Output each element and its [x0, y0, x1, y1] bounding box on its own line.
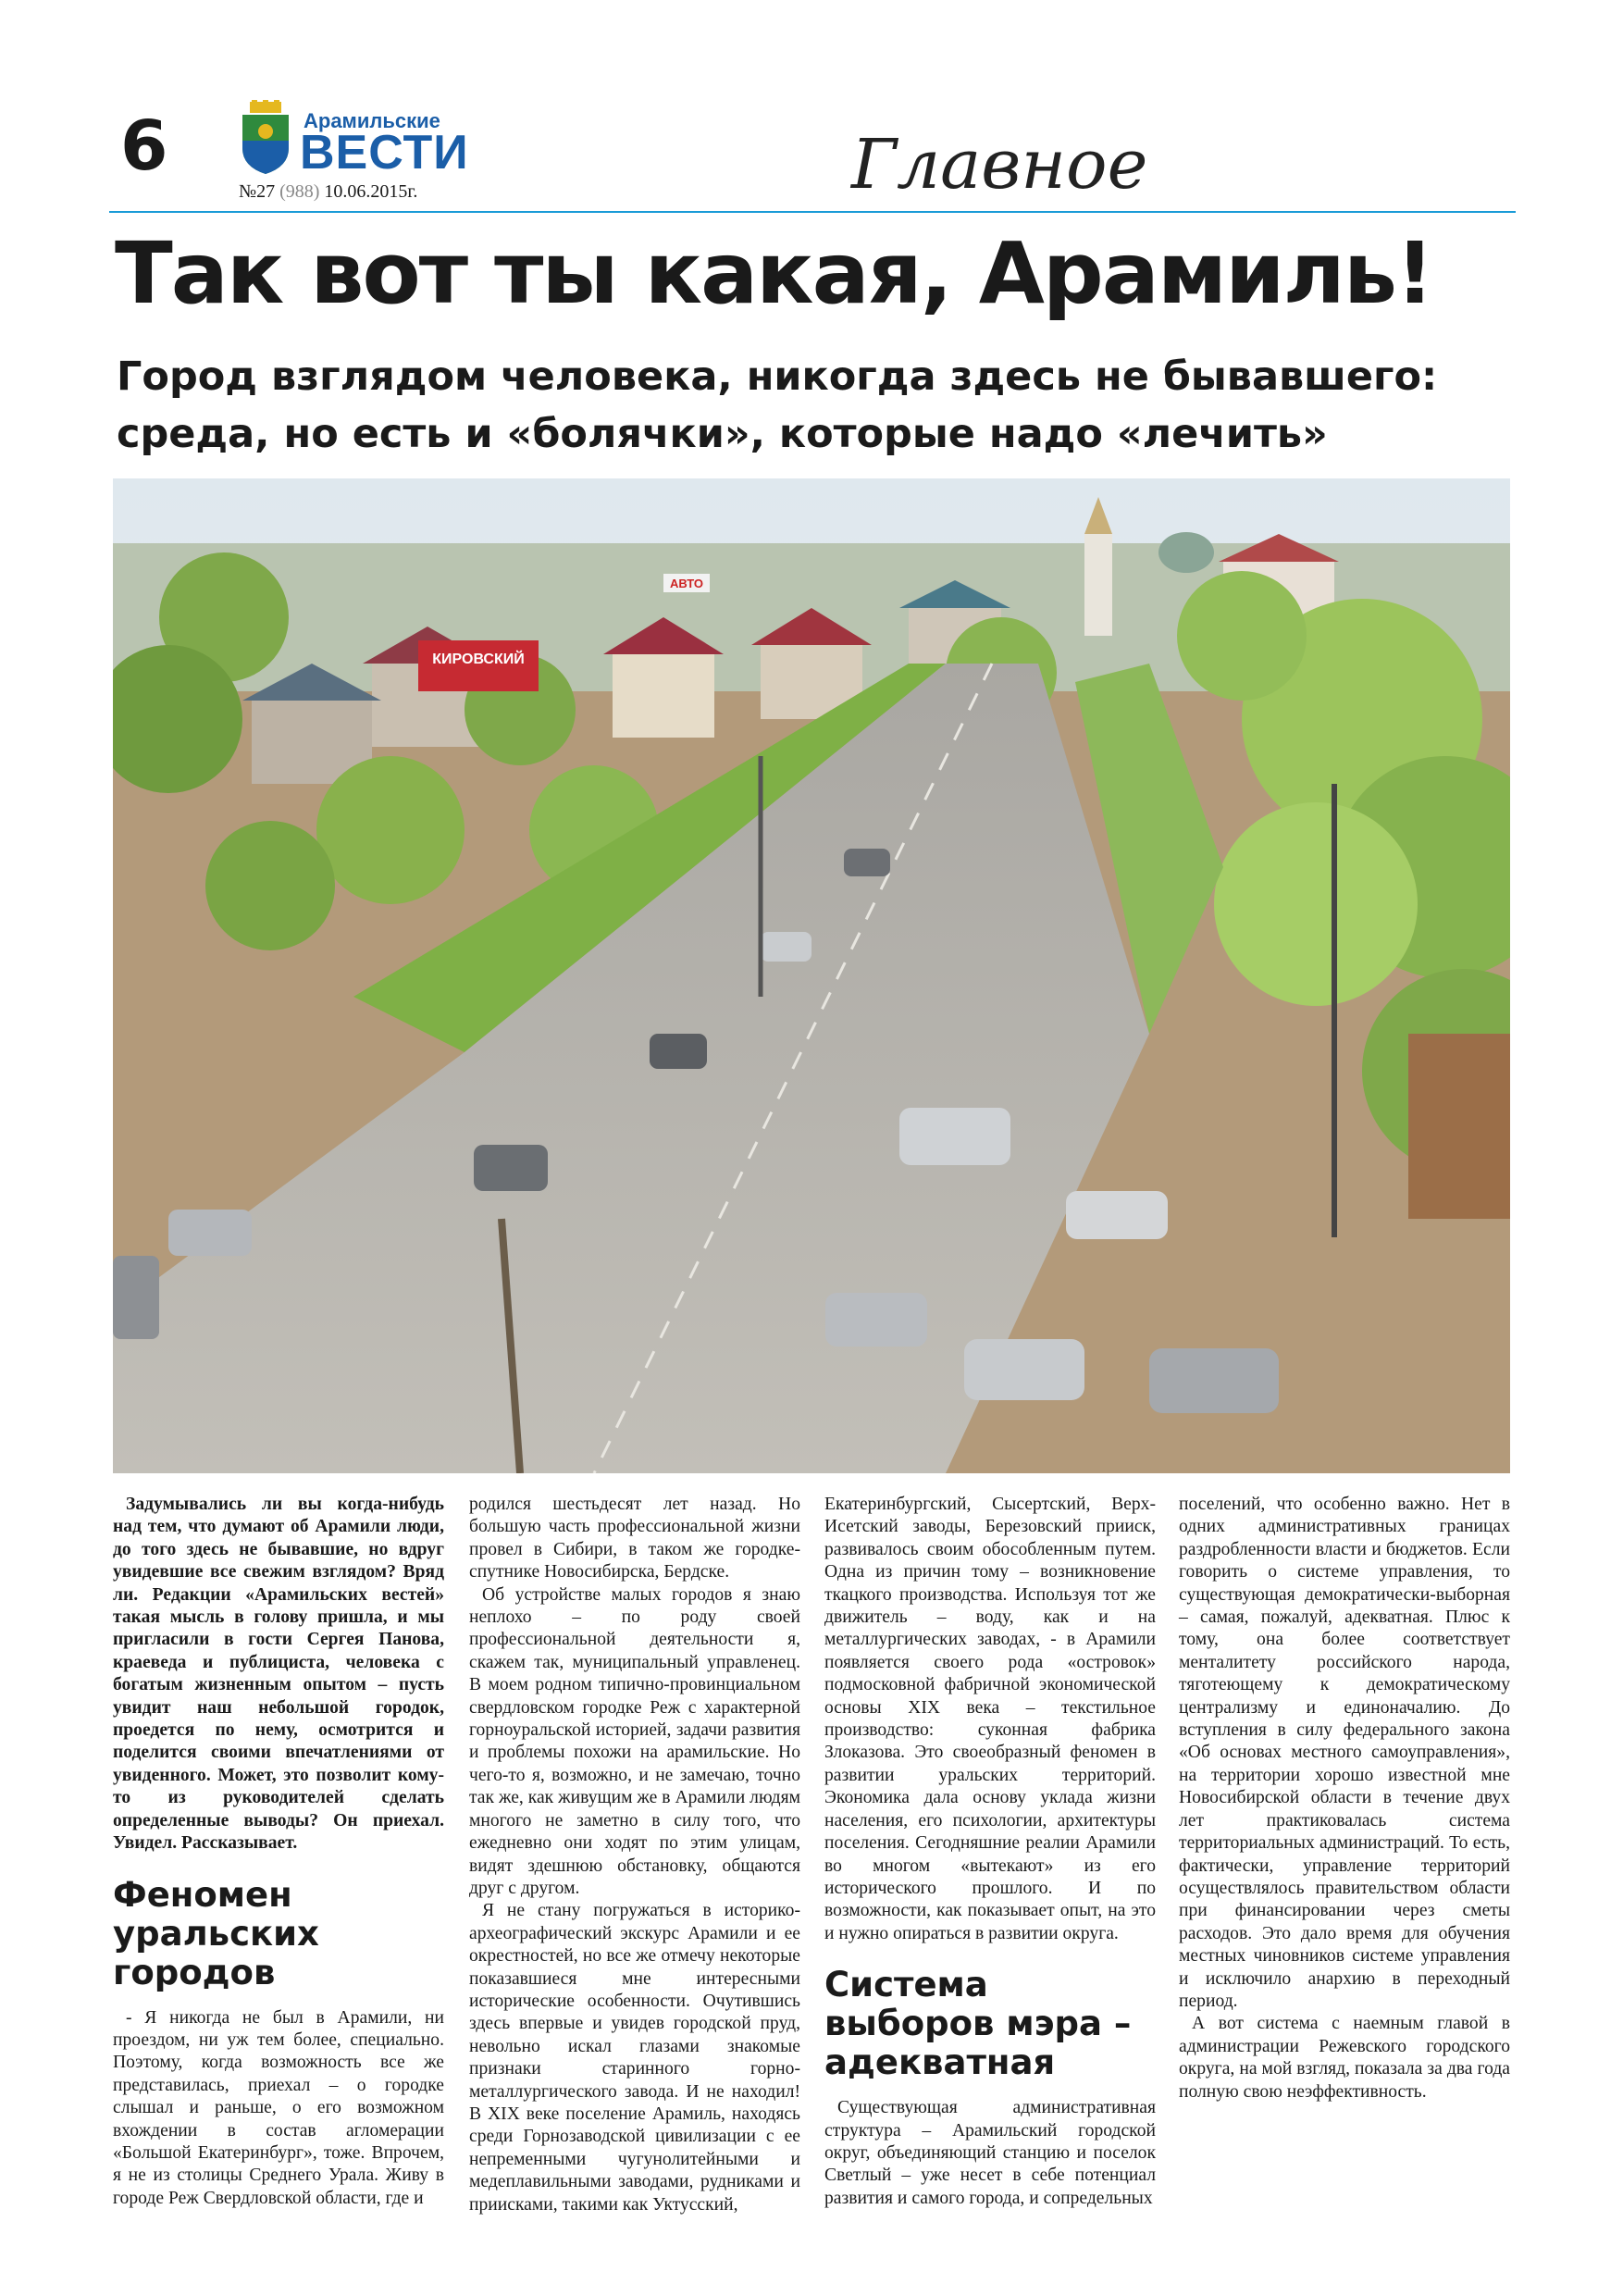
lead-paragraph: Задумывались ли вы когда-нибудь над тем, что думают об Арамили люди, до того здесь не бывавшие, но вдруг увидевшие все свежим взглядом? Вряд ли. Редакции «Арамильских вестей» такая мысль в голову пришла, и мы пригласили в гости Сергея Панова, краеведа и публициста, человека с богатым жизненным опытом – пусть увидит наш небольшой городок, проедется по нему, осмотрится и поделится своими впечатлениями от увиденного. Может, это позволит кому-то из руководителей сделать определенные выводы? Он приехал. Увидел. Рассказывает. [113, 1495, 444, 1854]
logo-line-1: Арамильские [304, 109, 440, 132]
paragraph-3-cont: Екатеринбургский, Сысертский, Верх-Исетский заводы, Березовский прииск, развивалось своим обособленным путем. Одна из причин тому – возникновение ткацкого производства. Используя тот же движитель – воду, как и на металлургических заводах, - в Арамили появляется своего рода «островок» подмосковной фабричной экономической основы XIX века – текстильное производство: суконная фабрика Злоказова. Это своеобразный феномен в развитии уральских территорий. Экономика дала основу уклада жизни населения, его психологии, архитектуры поселения. Сегодняшние реалии Арамили во многом «вытекают» из его исторического прошлого. И по возможности, как показывает опыт, на это и нужно опираться в развитии округа. [824, 1495, 1156, 1943]
page-number: 6 [120, 106, 168, 186]
section-title: Главное [851, 125, 1148, 205]
paragraph-1-cont: родился шестьдесят лет назад. Но большую часть профессиональной жизни провел в Сибири, в таком же городке-спутнике Новосибирска, Бердске. [469, 1495, 800, 1582]
paragraph-5: А вот система с наемным главой в администрации Режевского городского округа, на мой взгляд, показала за два года полную свою неэффективность. [1179, 2014, 1510, 2102]
column-4 [1179, 1494, 1510, 2104]
street-photo [113, 478, 1510, 1473]
subheading-urals: Феномен уральских городов [113, 1874, 319, 1992]
paragraph-4: Существующая административная структура – Арамильский городской округ, объединяющий станцию и поселок Светлый – уже несет в себе потенциал развития и самого города, и сопредельных [824, 2098, 1156, 2208]
billboard-text: КИРОВСКИЙ [432, 652, 525, 667]
subheadline [117, 348, 1523, 463]
issue-info [239, 181, 417, 203]
issue-date: 10.06.2015г. [324, 181, 418, 202]
newspaper-logo [239, 100, 470, 180]
paragraph-2: Об устройстве малых городов я знаю неплохо – по роду своей профессиональной деятельности я, скажем так, муниципальный управленец. В моем родном типично-провинциальном свердловском городке Реж с характерной горноуральской историей, задачи развития и проблемы похожи на арамильские. Но чего-то я, возможно, и не замечаю, точно так же, как живущим же в Арамили людям многого не заметно в силу того, что ежедневно они ходят по этим улицам, видят здешнюю обстановку, общаются друг с другом. [469, 1584, 800, 1898]
article-body [113, 1494, 1512, 2225]
subheading-mayor-elections: Система выборов мэра – адекватная [824, 1965, 1132, 2083]
shop-sign-text: АВТО [669, 577, 704, 590]
subheadline-line-2: среда, но есть и «болячки», которые надо «лечить» [117, 411, 1328, 457]
paragraph-4-cont: поселений, что особенно важно. Нет в одних административных границах раздробленности власти и бюджетов. Если говорить о системе управления, то существующая демократически-выборная – самая, пожалуй, адекватная. Плюс к тому, она более соответствует менталитету российского народа, тяготеющему к демократическому централизму и единоначалию. До вступления в силу федерального закона «Об основах местного самоуправления», на территории хорошо известной мне Новосибирской области в течение двух лет практиковалась система территориальных администраций. То есть, фактически, управление территорий осуществлялось правительством области при финансировании через сметы расходов. Это дало время для обучения местных чиновников системе управления и исключило анархию в переходный период. [1179, 1495, 1510, 2011]
subheadline-line-1: Город взглядом человека, никогда здесь не бывавшего: [117, 354, 1438, 400]
logo-line-2: ВЕСТИ [300, 126, 469, 180]
issue-total: (988) [279, 181, 320, 202]
coat-of-arms-icon [239, 100, 292, 174]
paragraph-1: - Я никогда не был в Арамили, ни проездом, ни уж тем более, специально. Поэтому, когда возможность все же представилась, приехал – о городке слышал и раньше, о его возможном вхождении в состав агломерации «Большой Екатеринбург», тоже. Впрочем, я не из столицы Среднего Урала. Живу в городе Реж Свердловской области, где и [113, 2007, 444, 2208]
headline: Так вот ты какая, Арамиль! [115, 224, 1433, 323]
paragraph-3: Я не стану погружаться в историко-археографический экскурс Арамили и ее окрестностей, но все же отмечу некоторые показавшиеся мне интересными исторические особенности. Очутившись здесь впервые и увидев городской пруд, невольно искал глазами знакомые признаки старинного горно-металлургического завода. И не находил! В XIX веке поселение Арамиль, находясь среди Горнозаводской цивилизации с ее непременными чугунолитейными и медеплавильными заводами, рудниками и приисками, такими как Уктусский, [469, 1901, 800, 2215]
header-rule [109, 211, 1516, 213]
column-1 [113, 1494, 444, 2210]
issue-number: №27 [239, 181, 276, 202]
column-2 [469, 1494, 800, 2216]
column-3 [824, 1494, 1156, 2210]
